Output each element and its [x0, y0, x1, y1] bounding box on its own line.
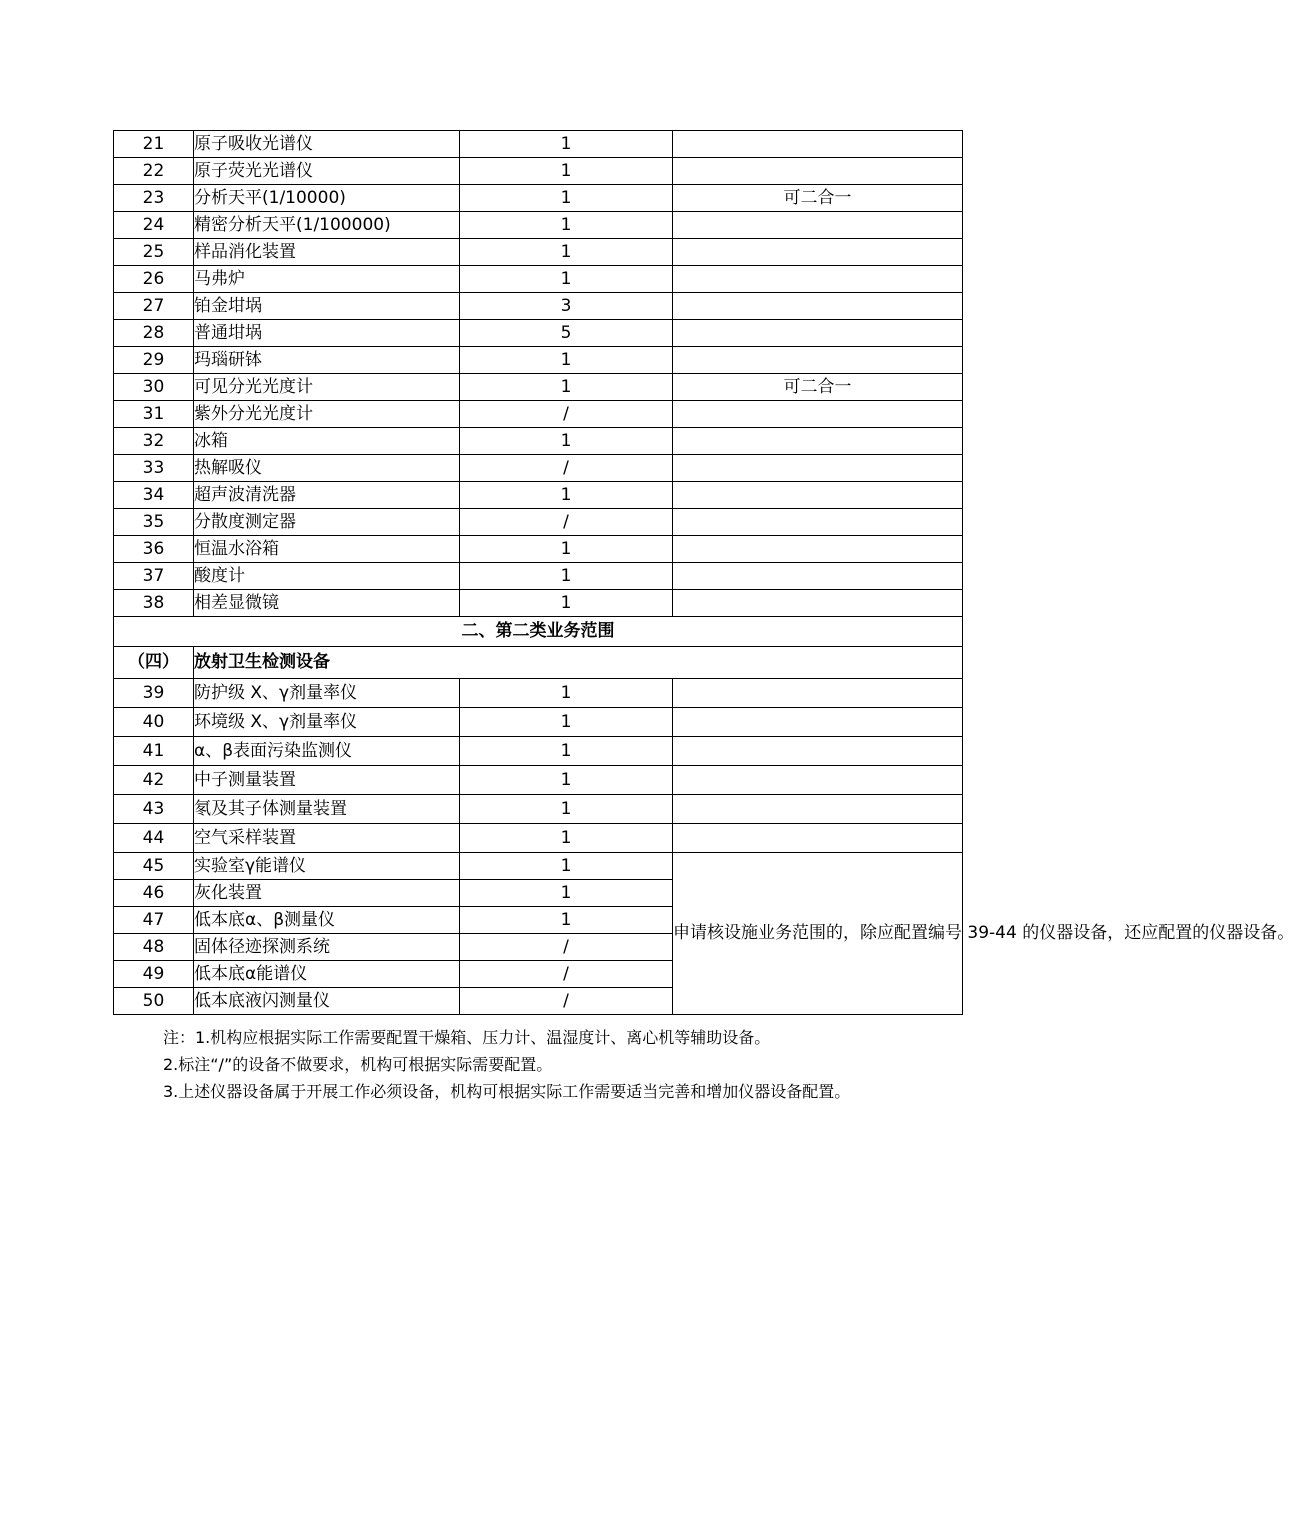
- quantity: 1: [460, 737, 673, 766]
- equipment-table: [113, 130, 1294, 1015]
- note-2: 2.标注“/”的设备不做要求，机构可根据实际需要配置。: [163, 1055, 553, 1074]
- remark: [673, 266, 963, 293]
- table-row: [114, 708, 963, 737]
- row-number: 42: [114, 766, 194, 795]
- equipment-name: 灰化装置: [194, 880, 460, 907]
- row-number: 46: [114, 880, 194, 907]
- table-row: [114, 455, 963, 482]
- equipment-name: 低本底液闪测量仪: [194, 988, 460, 1015]
- subsection-title: 放射卫生检测设备: [194, 647, 963, 679]
- remark: [673, 131, 963, 158]
- row-number: 33: [114, 455, 194, 482]
- quantity: 1: [460, 907, 673, 934]
- table-row: [114, 266, 963, 293]
- subsection-number: （四）: [114, 647, 194, 679]
- quantity: 1: [460, 131, 673, 158]
- remark: 可二合一: [673, 374, 963, 401]
- row-number: 49: [114, 961, 194, 988]
- remark: [673, 509, 963, 536]
- remark: [673, 212, 963, 239]
- row-number: 38: [114, 590, 194, 617]
- quantity: 1: [460, 185, 673, 212]
- equipment-name: 实验室γ能谱仪: [194, 853, 460, 880]
- table-row: [114, 347, 963, 374]
- quantity: 5: [460, 320, 673, 347]
- quantity: /: [460, 934, 673, 961]
- equipment-name: 分散度测定器: [194, 509, 460, 536]
- equipment-name: 精密分析天平(1/100000): [194, 212, 460, 239]
- quantity: /: [460, 509, 673, 536]
- table-row: [114, 185, 963, 212]
- note-3: 3.上述仪器设备属于开展工作必须设备，机构可根据实际工作需要适当完善和增加仪器设备配置。: [163, 1082, 851, 1101]
- notes: [163, 1024, 923, 1105]
- table-row: [114, 482, 963, 509]
- quantity: 1: [460, 563, 673, 590]
- equipment-name: 普通坩埚: [194, 320, 460, 347]
- table-row: [114, 158, 963, 185]
- table-row: [114, 563, 963, 590]
- table-row: [114, 428, 963, 455]
- table-row: [114, 853, 963, 880]
- table-row: [114, 824, 963, 853]
- table-row: [114, 590, 963, 617]
- equipment-name: 空气采样装置: [194, 824, 460, 853]
- remark: [673, 766, 963, 795]
- quantity: 1: [460, 347, 673, 374]
- quantity: 1: [460, 853, 673, 880]
- table-row: [114, 239, 963, 266]
- quantity: 1: [460, 266, 673, 293]
- remark: [673, 455, 963, 482]
- row-number: 47: [114, 907, 194, 934]
- row-number: 21: [114, 131, 194, 158]
- equipment-name: 马弗炉: [194, 266, 460, 293]
- equipment-name: 冰箱: [194, 428, 460, 455]
- table-row: [114, 374, 963, 401]
- remark: [673, 428, 963, 455]
- row-number: 43: [114, 795, 194, 824]
- row-number: 28: [114, 320, 194, 347]
- equipment-name: 铂金坩埚: [194, 293, 460, 320]
- quantity: /: [460, 961, 673, 988]
- quantity: 1: [460, 374, 673, 401]
- remark: [673, 293, 963, 320]
- equipment-name: 样品消化装置: [194, 239, 460, 266]
- row-number: 45: [114, 853, 194, 880]
- table-row: [114, 536, 963, 563]
- remark: [673, 401, 963, 428]
- table-row: [114, 766, 963, 795]
- equipment-name: 氡及其子体测量装置: [194, 795, 460, 824]
- table-row: [114, 401, 963, 428]
- equipment-name: 环境级 X、γ剂量率仪: [194, 708, 460, 737]
- remark: [673, 536, 963, 563]
- equipment-name: 玛瑙研钵: [194, 347, 460, 374]
- remark: [673, 320, 963, 347]
- quantity: /: [460, 401, 673, 428]
- row-number: 22: [114, 158, 194, 185]
- quantity: 1: [460, 766, 673, 795]
- row-number: 44: [114, 824, 194, 853]
- row-number: 40: [114, 708, 194, 737]
- row-number: 50: [114, 988, 194, 1015]
- remark: [673, 795, 963, 824]
- quantity: 1: [460, 824, 673, 853]
- quantity: 1: [460, 212, 673, 239]
- remark: [673, 347, 963, 374]
- row-number: 36: [114, 536, 194, 563]
- equipment-name: 可见分光光度计: [194, 374, 460, 401]
- quantity: 1: [460, 795, 673, 824]
- merged-remark: 申请核设施业务范围的，除应配置编号 39-44 的仪器设备，还应配置的仪器设备。: [673, 853, 963, 1015]
- row-number: 30: [114, 374, 194, 401]
- quantity: 1: [460, 482, 673, 509]
- table-row: [114, 212, 963, 239]
- remark: [673, 824, 963, 853]
- remark: [673, 679, 963, 708]
- quantity: /: [460, 988, 673, 1015]
- quantity: 1: [460, 679, 673, 708]
- row-number: 26: [114, 266, 194, 293]
- row-number: 32: [114, 428, 194, 455]
- equipment-name: 紫外分光光度计: [194, 401, 460, 428]
- table-row: [114, 795, 963, 824]
- table-row: [114, 293, 963, 320]
- row-number: 34: [114, 482, 194, 509]
- row-number: 24: [114, 212, 194, 239]
- subsection-row: [114, 647, 963, 679]
- quantity: 1: [460, 708, 673, 737]
- row-number: 35: [114, 509, 194, 536]
- equipment-name: 低本底α、β测量仪: [194, 907, 460, 934]
- equipment-name: 酸度计: [194, 563, 460, 590]
- equipment-name: 相差显微镜: [194, 590, 460, 617]
- quantity: 1: [460, 428, 673, 455]
- equipment-name: 防护级 X、γ剂量率仪: [194, 679, 460, 708]
- quantity: 3: [460, 293, 673, 320]
- remark: [673, 708, 963, 737]
- row-number: 41: [114, 737, 194, 766]
- row-number: 48: [114, 934, 194, 961]
- remark: [673, 482, 963, 509]
- equipment-name: 原子荧光光谱仪: [194, 158, 460, 185]
- remark: [673, 158, 963, 185]
- quantity: 1: [460, 880, 673, 907]
- equipment-name: 低本底α能谱仪: [194, 961, 460, 988]
- table-row: [114, 131, 963, 158]
- equipment-name: 固体径迹探测系统: [194, 934, 460, 961]
- equipment-table-body: [114, 131, 1294, 1015]
- table-row: [114, 509, 963, 536]
- quantity: 1: [460, 239, 673, 266]
- remark: 可二合一: [673, 185, 963, 212]
- row-number: 31: [114, 401, 194, 428]
- row-number: 39: [114, 679, 194, 708]
- remark: [673, 563, 963, 590]
- row-number: 25: [114, 239, 194, 266]
- table-row: [114, 737, 963, 766]
- equipment-name: 中子测量装置: [194, 766, 460, 795]
- equipment-name: 恒温水浴箱: [194, 536, 460, 563]
- section-title: 二、第二类业务范围: [114, 617, 963, 647]
- quantity: /: [460, 455, 673, 482]
- equipment-name: 超声波清洗器: [194, 482, 460, 509]
- equipment-name: 热解吸仪: [194, 455, 460, 482]
- row-number: 27: [114, 293, 194, 320]
- quantity: 1: [460, 158, 673, 185]
- table-row: [114, 679, 963, 708]
- equipment-name: 原子吸收光谱仪: [194, 131, 460, 158]
- remark: [673, 737, 963, 766]
- equipment-name: 分析天平(1/10000): [194, 185, 460, 212]
- remark: [673, 239, 963, 266]
- row-number: 23: [114, 185, 194, 212]
- note-1: 注：1.机构应根据实际工作需要配置干燥箱、压力计、温湿度计、离心机等辅助设备。: [163, 1028, 771, 1047]
- table-row: [114, 320, 963, 347]
- section-row: [114, 617, 963, 647]
- row-number: 37: [114, 563, 194, 590]
- quantity: 1: [460, 590, 673, 617]
- quantity: 1: [460, 536, 673, 563]
- row-number: 29: [114, 347, 194, 374]
- equipment-name: α、β表面污染监测仪: [194, 737, 460, 766]
- remark: [673, 590, 963, 617]
